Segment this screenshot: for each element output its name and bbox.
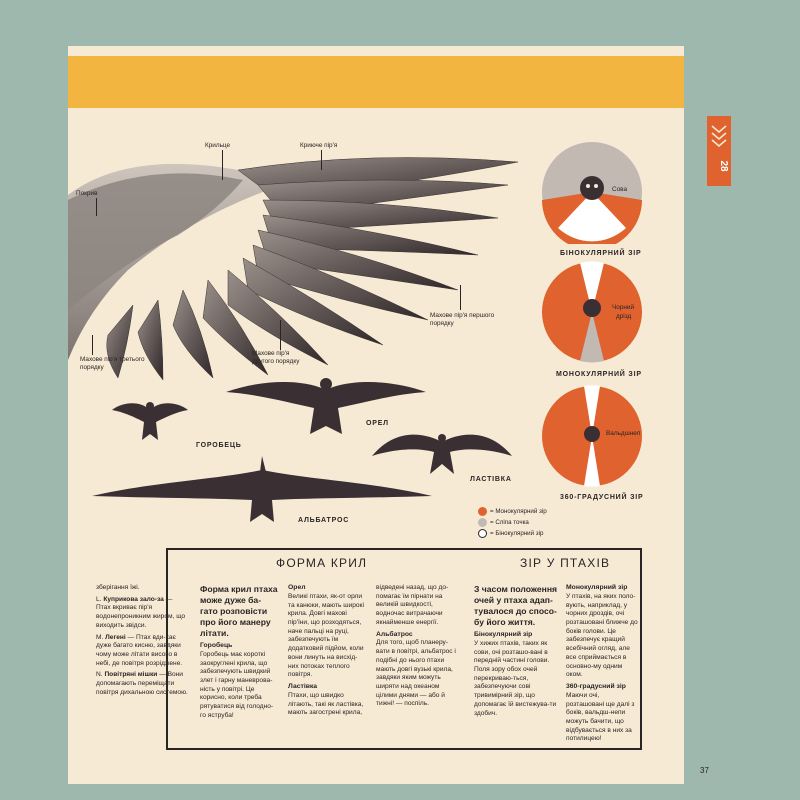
column-binocular: [474, 584, 558, 718]
legend-label: = Бінокулярний зір: [490, 530, 544, 537]
legend-label: = Монокулярний зір: [490, 508, 547, 515]
label-owl: Сова: [612, 186, 628, 193]
paragraph-monocular: У птахів, на яких поло-вують, наприклад, у чорних дроздів, очі розташовані ближче до боків голови. Це забезпечує кращий всебічний огляд, але все сприймається в основно-му одним оком.: [566, 592, 638, 679]
kryuche-pointer: [321, 150, 322, 170]
label-makhove-1: Махове пір'я першого порядку: [430, 312, 495, 327]
label-pokryv: Покрив: [76, 190, 98, 197]
label-thrush-1: Чорний: [612, 304, 635, 311]
chevrons-icon: [707, 116, 731, 156]
yellow-header-band: [68, 56, 684, 108]
makhove3-pointer: [92, 335, 93, 355]
albatross-silhouette: [92, 452, 432, 532]
label-makhove-2: Махове пір'я другого порядку: [252, 350, 300, 365]
heading-bird-vision: ЗІР У ПТАХІВ: [514, 556, 616, 570]
label-krylce: Крильце: [205, 142, 231, 149]
legend-white-swatch: [478, 529, 487, 538]
krylce-pointer: [222, 150, 223, 180]
legend-orange-swatch: [478, 507, 487, 516]
label-kryuche: Криюче пір'я: [300, 142, 338, 149]
label-thrush-2: дрізд: [616, 313, 632, 320]
subheading-orel: Орел: [288, 584, 306, 591]
vision-legend: [478, 506, 547, 539]
prefix: M.: [96, 633, 104, 641]
caption-360: 360-ГРАДУСНИЙ ЗІР: [560, 494, 644, 501]
paragraph-lastivka: Птахи, що швидко літають, такі як ластівка, мають загострені крила,: [288, 691, 364, 717]
caption-monocular: МОНОКУЛЯРНИЙ ЗІР: [556, 371, 642, 378]
legend-grey-swatch: [478, 518, 487, 527]
sparrow-silhouette: [110, 392, 190, 442]
legend-label: = Сліпа точка: [490, 519, 529, 526]
body: — Птах вкриває пір'я водонепроникним жиром, що виходить звідси.: [96, 595, 186, 629]
subheading-monocular: Монокулярний зір: [566, 584, 628, 591]
column-organs: [96, 584, 188, 700]
label-albatros: АЛЬБАТРОС: [298, 517, 350, 524]
page-number: 37: [700, 766, 709, 775]
prefix: N.: [96, 671, 103, 679]
paragraph: [96, 596, 188, 631]
paragraph: зберігання їжі.: [96, 584, 140, 591]
paragraph-lastivka-cont: відведені назад, що до-помагає їм пірнати на великій швидкості, водночас витрачаючи якнайменше енергії.: [376, 584, 449, 626]
chapter-number: 28: [718, 160, 729, 172]
subheading-360: 360-градусний зір: [566, 683, 626, 690]
label-woodcock: Вальдшнеп: [606, 430, 641, 437]
subheading-horobets: Горобець: [200, 642, 233, 649]
legend-item: [478, 517, 547, 528]
paragraph-binocular: У хижих птахів, таких як сови, очі розташо-вані в передній частині голови. Поля зору обох очей перекриваю-ться, забезпечуючи сові тривимірний зір, що допомагає їй вистежува-ти здобич.: [474, 639, 557, 717]
subheading-albatros: Альбатрос: [376, 630, 413, 638]
intro-vision: З часом положення очей у птаха адап-тувалося до спосо-бу його життя.: [474, 584, 558, 627]
paragraph-horobets: Горобець має короткі заокруглені крила, що забезпечують швидкий злет і гарну маневрова-ність у повітрі. Це корисно, коли треба рятуватися від голодно-го яструба!: [200, 650, 274, 719]
column-monocular: [566, 584, 638, 744]
subheading-binocular: Бінокулярний зір: [474, 631, 533, 638]
legend-item: [478, 528, 547, 539]
owl-vision-diagram: [540, 140, 644, 244]
paragraph-360: Маючи очі, розташовані ще далі з боків, вальдш-непи можуть бачити, що відбувається в них за потилицею!: [566, 691, 635, 743]
subheading-lastivka: Ластівка: [288, 683, 318, 690]
term: Повітряні мішки: [104, 671, 158, 679]
column-eagle: [288, 584, 368, 718]
label-horobets: ГОРОБЕЦЬ: [196, 442, 242, 449]
prefix: L.: [96, 595, 102, 603]
caption-binocular: БІНОКУЛЯРНИЙ ЗІР: [560, 250, 642, 257]
term: Куприкова зало-за: [103, 595, 164, 603]
column-sparrow: [200, 584, 278, 721]
body: — Птах вди-хає дуже багато кисню, завдяки чому може літати високо в небі, де повітря розріджене.: [96, 633, 183, 667]
makhove2-pointer: [280, 320, 281, 350]
paragraph-orel: Великі птахи, як-от орли та канюки, мають широкі крила. Довгі махові пір'їни, що розходяться, наче пальці на руці, забезпечують їм додатковий підйом, коли вони линуть на висхід-них потоках теплого повітря.: [288, 592, 364, 679]
term: Легені: [105, 633, 126, 641]
legend-item: [478, 506, 547, 517]
label-makhove-3: Махове пір'я третього порядку: [80, 356, 145, 371]
body: — Вони допомагають переміщати повітря дихальною системою.: [96, 671, 188, 696]
paragraph-albatros: Для того, щоб планеру-вати в повітрі, альбатрос і подібні до нього птахи мають довгі вузькі крила, завдяки яким можуть ширяти над океаном цілими днями — або й тижні! — поспіль.: [376, 639, 456, 708]
pokryv-pointer: [96, 198, 97, 216]
makhove1-pointer: [460, 285, 461, 310]
label-orel: ОРЕЛ: [366, 420, 389, 427]
heading-wing-shape: ФОРМА КРИЛ: [270, 556, 373, 570]
thrush-vision-diagram: [540, 260, 644, 364]
paragraph: [96, 671, 188, 697]
label-lastivka: ЛАСТІВКА: [470, 476, 512, 483]
column-albatross: [376, 584, 458, 709]
paragraph: [96, 634, 188, 669]
intro-wing-shape: Форма крил птаха може дуже ба-гато розповісти про його манеру літати.: [200, 584, 278, 638]
